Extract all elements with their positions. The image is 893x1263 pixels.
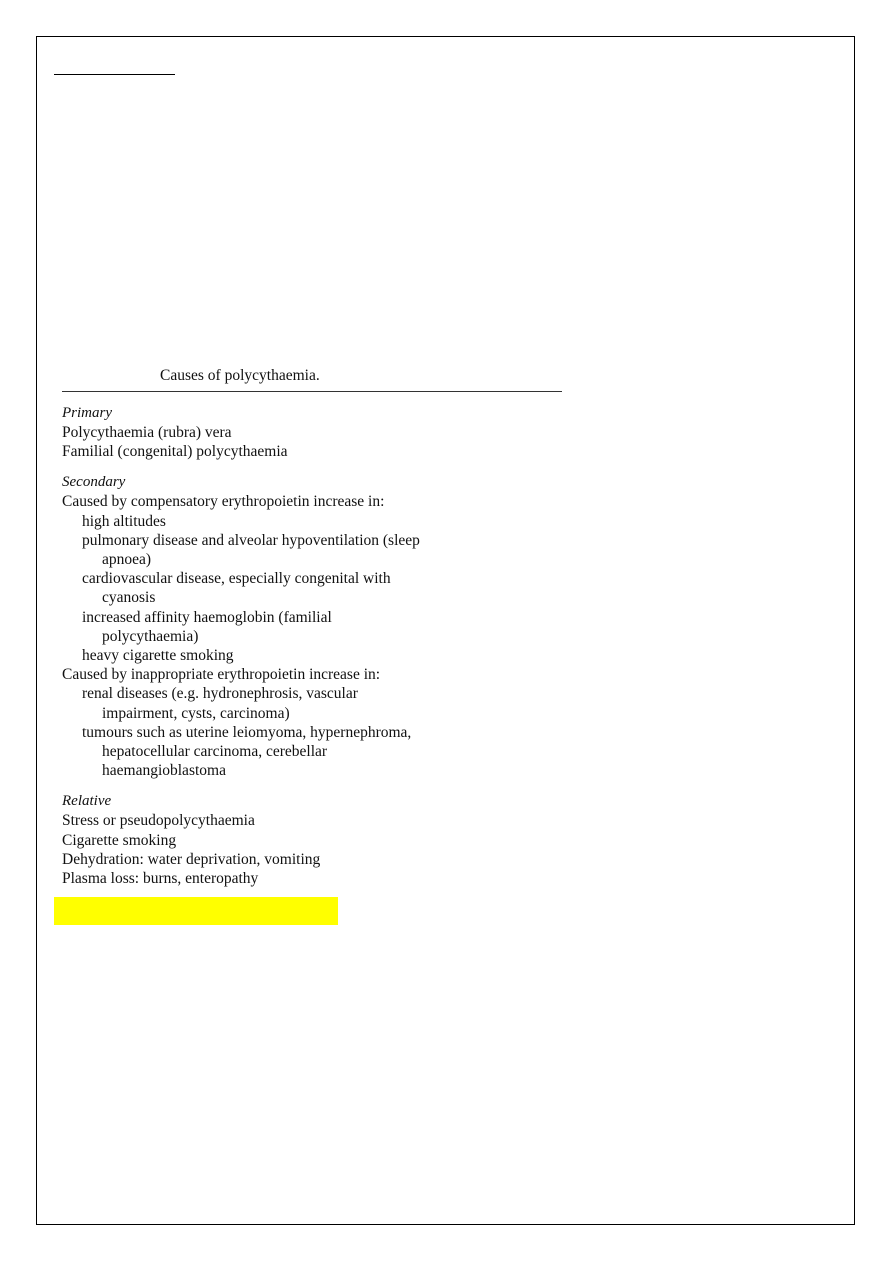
section-relative <box>62 792 562 888</box>
table-line: Familial (congenital) polycythaemia <box>62 443 288 461</box>
section-heading: Secondary <box>62 474 126 491</box>
table-line: renal diseases (e.g. hydronephrosis, vascular <box>82 685 358 703</box>
heading-underline <box>54 74 175 75</box>
table-body <box>62 404 562 888</box>
table-line: hepatocellular carcinoma, cerebellar <box>102 743 328 761</box>
table-line: haemangioblastoma <box>102 762 226 780</box>
table-line: impairment, cysts, carcinoma) <box>102 704 290 722</box>
table-line: Polycythaemia (rubra) vera <box>62 424 232 441</box>
section-secondary <box>62 473 562 780</box>
section-heading: Relative <box>62 793 112 810</box>
table-line: polycythaemia) <box>102 627 199 645</box>
table-line: Plasma loss: burns, enteropathy <box>62 870 259 888</box>
section-heading: Primary <box>62 405 112 421</box>
table-line: Stress or pseudopolycythaemia <box>62 812 255 830</box>
table-line: Caused by inappropriate erythropoietin increase in: <box>62 666 381 684</box>
table-line: cardiovascular disease, especially congenital with <box>82 570 391 588</box>
highlight-bar <box>54 897 338 925</box>
caption-rule <box>62 391 562 392</box>
table-line: high altitudes <box>82 512 166 530</box>
section-primary <box>62 404 562 461</box>
table-line: apnoea) <box>102 551 152 569</box>
table-line: cyanosis <box>102 589 156 607</box>
table-line: Dehydration: water deprivation, vomiting <box>62 850 321 868</box>
table-line: increased affinity haemoglobin (familial <box>82 608 332 626</box>
polycythaemia-causes-table <box>62 366 562 888</box>
table-caption: Causes of polycythaemia. <box>160 367 320 384</box>
table-line: pulmonary disease and alveolar hypoventilation (sleep <box>82 531 420 549</box>
table-line: Caused by compensatory erythropoietin increase in: <box>62 493 385 511</box>
table-line: heavy cigarette smoking <box>82 647 234 665</box>
table-line: tumours such as uterine leiomyoma, hypernephroma, <box>82 723 412 741</box>
table-line: Cigarette smoking <box>62 831 177 849</box>
